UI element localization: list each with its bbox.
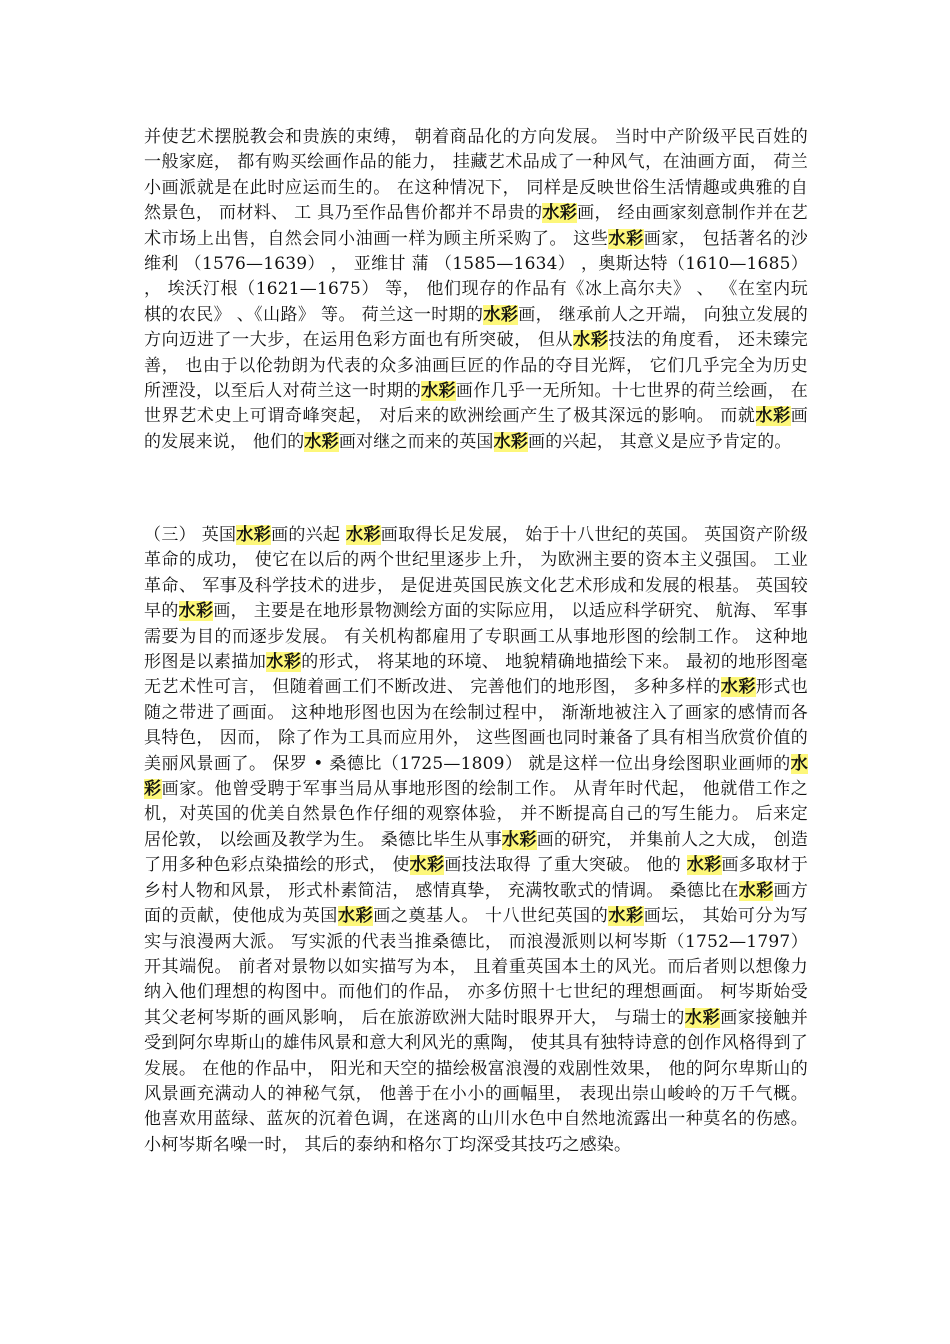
- highlighted-term: 水彩: [685, 1007, 721, 1028]
- highlighted-term: 水彩: [686, 855, 722, 876]
- highlighted-term: 水彩: [502, 829, 537, 850]
- highlighted-term: 水彩: [738, 880, 774, 901]
- highlighted-term: 水彩: [608, 228, 644, 249]
- highlighted-term: 水彩: [573, 330, 609, 351]
- highlighted-term: 水彩: [483, 304, 519, 325]
- paragraph-english-watercolor-rise: （三） 英国水彩画的兴起 水彩画取得长足发展， 始于十八世纪的英国。 英国资产阶级革命的成功， 使它在以后的两个世纪里逐步上升， 为欧洲主要的资本主义强国。 工业革命、 军事及科学技术的进步， 是促进英国民族文化艺术形成和发展的根基。 英国较早的水彩画， 主要是在地形景物测绘方面的实际应用， 以适应科学研究、 航海、 军事需要为目的而逐步发展。 有关机构都雇用了专职画工从事地形图的绘制工作。 这种地形图是以素描加水彩的形式， 将某地的环境、 地貌精确地描绘下来。 最初的地形图毫无艺术性可言， 但随着画工们不断改进、 完善他们的地形图， 多种多样的水彩形式也随之带进了画面。 这种地形图也因为在绘制过程中， 渐渐地被注入了画家的感情而各具特色， 因而， 除了作为工具而应用外， 这些图画也同时兼备了具有相当欣赏价值的美丽风景画了。 保罗 • 桑德比（1725—1809） 就是这样一位出身绘图职业画师的水彩画家。他曾受聘于军事当局从事地形图的绘制工作。 从青年时代起， 他就借工作之机，对英国的优美自然景色作仔细的观察体验， 并不断提高自己的写生能力。 后来定居伦敦， 以绘画及教学为生。 桑德比毕生从事水彩画的研究， 并集前人之大成， 创造了用多种色彩点染描绘的形式， 使水彩画技法取得 了重大突破。 他的 水彩画多取材于乡村人物和风景， 形式朴素简洁， 感情真挚， 充满牧歌式的情调。 桑德比在水彩画方面的贡献，使他成为英国水彩画之奠基人。 十八世纪英国的水彩画坛， 其始可分为写实与浪漫两大派。 写实派的代表当推桑德比， 而浪漫派则以柯岑斯（1752—1797） 开其端倪。 前者对景物以如实描写为本， 且着重英国本土的风光。而后者则以想像力纳入他们理想的构图中。而他们的作品， 亦多仿照十七世纪的理想画面。 柯岑斯始受其父老柯岑斯的画风影响， 后在旅游欧洲大陆时眼界开大， 与瑞士的水彩画家接触并受到阿尔卑斯山的雄伟风景和意大利风光的熏陶， 使其具有独特诗意的创作风格得到了发展。 在他的作品中， 阳光和天空的描绘极富浪漫的戏剧性效果， 他的阿尔卑斯山的风景画充满动人的神秘气氛， 他善于在小小的画幅里， 表现出崇山峻岭的万千气概。 他喜欢用蓝绿、蓝灰的沉着色调，在迷离的山川水色中自然地流露出一种莫名的伤感。 小柯岑斯名噪一时， 其后的泰纳和格尔丁均深受其技巧之感染。: [144, 525, 809, 1155]
- highlighted-term: 水彩: [421, 381, 456, 402]
- highlighted-term: 水彩: [266, 652, 302, 673]
- highlighted-term: 水彩: [346, 525, 381, 545]
- highlighted-term: 水彩: [755, 406, 791, 427]
- highlighted-term: 水彩: [720, 677, 756, 698]
- highlighted-term: 水彩: [542, 203, 578, 224]
- highlighted-term: 水彩: [337, 906, 374, 927]
- highlighted-term: 水彩: [409, 855, 445, 876]
- highlighted-term: 水彩: [608, 906, 644, 927]
- highlighted-term: 水彩: [178, 601, 214, 622]
- highlighted-term: 水彩: [236, 525, 272, 545]
- highlighted-term: 水彩: [493, 431, 529, 452]
- paragraph-dutch-watercolor: 并使艺术摆脱教会和贵族的束缚， 朝着商品化的方向发展。 当时中产阶级平民百姓的一般家庭， 都有购买绘画作品的能力， 挂藏艺术品成了一种风气，在油画方面， 荷兰小画派就是在此时应运而生的。 在这种情况下， 同样是反映世俗生活情趣或典雅的自然景色， 而材料、 工 具乃至作品售价都并不昂贵的水彩画， 经由画家刻意制作并在艺术市场上出售，自然会同小油画一样为顾主所采购了。 这些水彩画家， 包括著名的沙维利 （1576—1639） ， 亚维甘 蒲 （1585—1634） ，奥斯达特（1610—1685） ， 埃沃汀根（1621—1675） 等， 他们现存的作品有《冰上高尔夫》 、 《在室内玩棋的农民》 、《山路》 等。 荷兰这一时期的水彩画， 继承前人之开端， 向独立发展的方向迈进了一大步，在运用色彩方面也有所突破， 但从水彩技法的角度看， 还未臻完善， 也由于以伦勃朗为代表的众多油画巨匠的作品的夺目光辉， 它们几乎完全为历史所湮没，以至后人对荷兰这一时期的水彩画作几乎一无所知。十七世界的荷兰绘画， 在世界艺术史上可谓奇峰突起， 对后来的欧洲绘画产生了极其深远的影响。 而就水彩画的发展来说， 他们的水彩画对继之而来的英国水彩画的兴起， 其意义是应予肯定的。: [144, 127, 808, 452]
- highlighted-term: 水彩: [304, 431, 339, 452]
- highlighted-term: 水彩: [144, 753, 808, 800]
